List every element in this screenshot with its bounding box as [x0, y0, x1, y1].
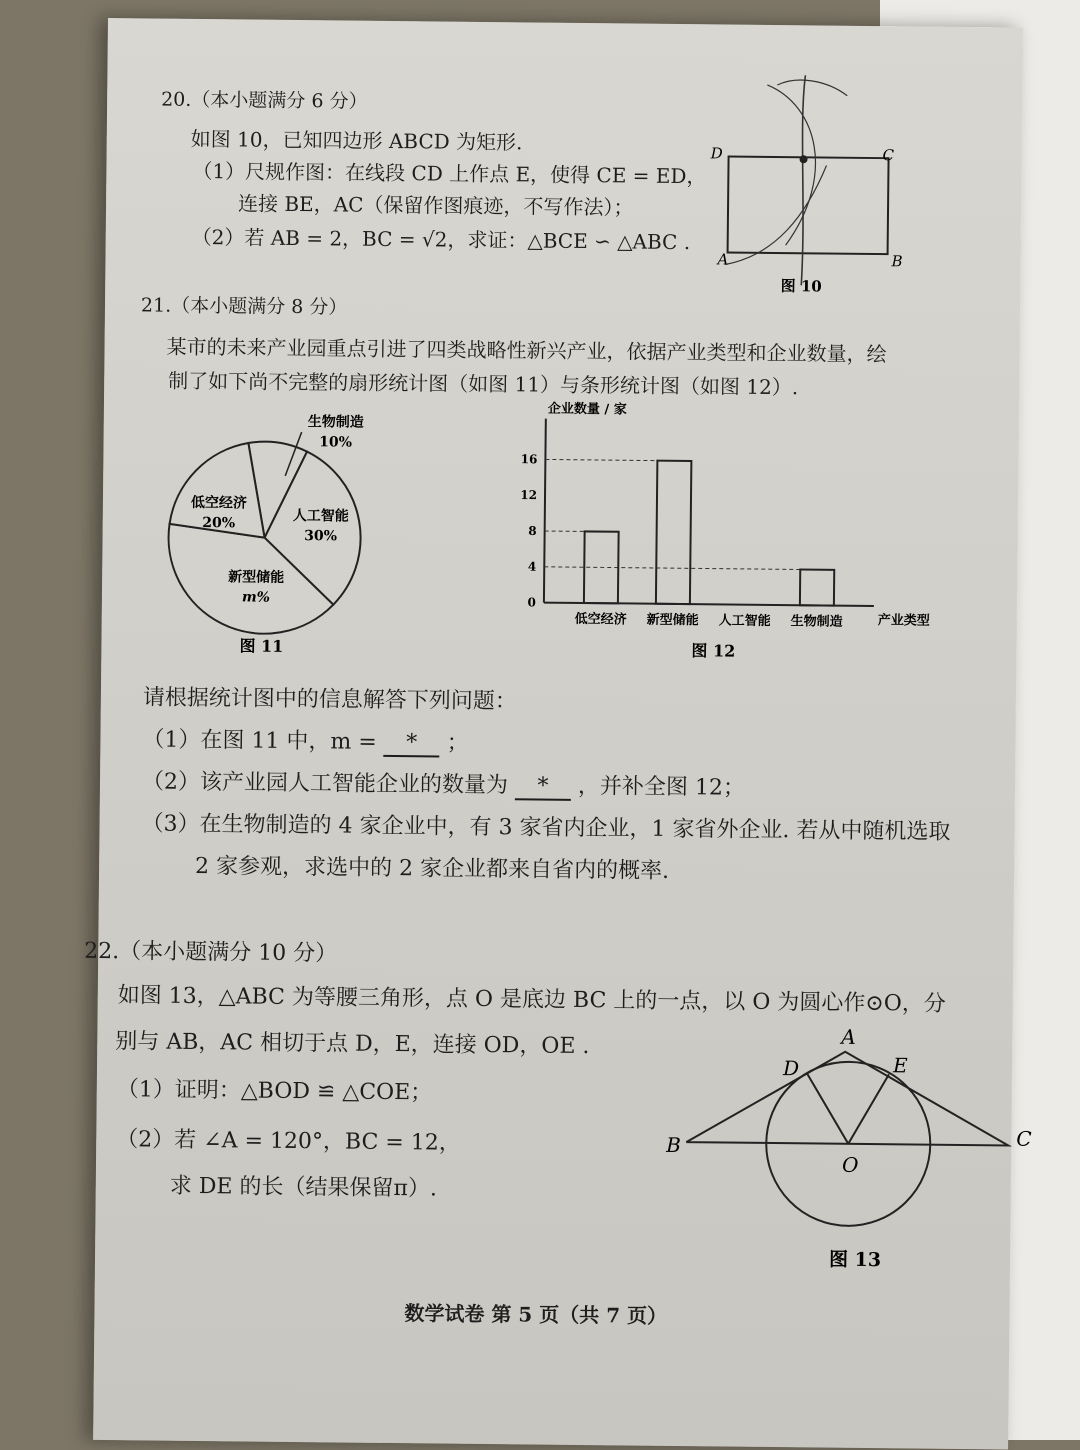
- q21-sub2-end: ，并补全图 12；: [578, 774, 745, 801]
- q20-line4: （2）若 AB = 2，BC = √2，求证：△BCE ∽ △ABC .: [192, 221, 691, 255]
- x-tick-label: 生物制造: [791, 613, 843, 630]
- y-tick-label: 16: [521, 452, 538, 466]
- q22-header: 22.（本小题满分 10 分）: [84, 934, 337, 968]
- q20-line2: （1）尺规作图：在线段 CD 上作点 E，使得 CE = ED，: [192, 155, 706, 189]
- pie-slice-name: 人工智能: [293, 507, 349, 525]
- q21-line2: 制了如下尚不完整的扇形统计图（如图 11）与条形统计图（如图 12）.: [168, 365, 798, 401]
- dashed-reference-line: [545, 459, 657, 460]
- q21-sub3-line1: （3）在生物制造的 4 家企业中，有 3 家省内企业，1 家省外企业. 若从中随机选取: [141, 806, 950, 845]
- q22-line2: 别与 AB，AC 相切于点 D，E，连接 OD，OE .: [115, 1024, 590, 1060]
- label-a: A: [839, 1025, 856, 1049]
- q21-sub1-text: （1）在图 11 中，m =: [142, 727, 377, 754]
- figure-13-caption: 图 13: [829, 1249, 881, 1272]
- pie-slice-name: 新型储能: [228, 568, 284, 586]
- y-tick-label: 12: [520, 488, 537, 502]
- q21-sub2: [142, 764, 745, 802]
- dashed-reference-line: [544, 567, 800, 570]
- label-o: O: [842, 1153, 859, 1177]
- page-footer: 数学试卷 第 5 页（共 7 页）: [404, 1297, 667, 1329]
- segment-od: [806, 1073, 849, 1143]
- label-c: C: [1016, 1127, 1032, 1151]
- label-e: E: [892, 1053, 908, 1077]
- pie-slice-label: 30%: [304, 528, 337, 544]
- y-axis: [544, 419, 546, 603]
- pie-slice-label: 20%: [202, 515, 235, 531]
- y-tick-label: 4: [528, 560, 537, 574]
- y-tick-label: 0: [527, 595, 536, 609]
- x-tick-label: 新型储能: [647, 612, 699, 629]
- construction-arc: [777, 80, 847, 96]
- exam-page: [93, 18, 1023, 1450]
- figure-12-bar-chart: [511, 392, 934, 656]
- label-b: B: [665, 1133, 681, 1157]
- q21-header: 21.（本小题满分 8 分）: [141, 290, 348, 319]
- q22-line3: （1）证明：△BOD ≌ △COE；: [117, 1072, 433, 1106]
- label-c: C: [883, 146, 895, 164]
- figure-10-caption: 图 10: [781, 277, 822, 295]
- figure-11-caption: 图 11: [239, 636, 283, 655]
- q21-sub1-end: ；: [447, 731, 469, 756]
- pie-slice-label: m%: [242, 589, 270, 605]
- construction-arc: [725, 164, 826, 265]
- q22-line5: 求 DE 的长（结果保留π）.: [170, 1169, 437, 1203]
- segment-oe: [848, 1074, 889, 1144]
- figure-12-caption: 图 12: [691, 641, 735, 660]
- q22-line4: （2）若 ∠A = 120°，BC = 12，: [116, 1122, 461, 1157]
- label-b: B: [890, 252, 902, 270]
- bar: [656, 461, 691, 605]
- triangle-abc: [686, 1050, 1009, 1145]
- pie-slice-name: 生物制造: [308, 413, 364, 431]
- answer-blank-ai-count[interactable]: *: [515, 773, 571, 801]
- figure-11-pie-chart: [161, 389, 424, 652]
- q22-line1: 如图 13，△ABC 为等腰三角形，点 O 是底边 BC 上的一点，以 O 为圆心作⊙O，分: [118, 978, 946, 1018]
- x-tick-label: 人工智能: [719, 612, 771, 629]
- q21-line1: 某市的未来产业园重点引进了四类战略性新兴产业，依据产业类型和企业数量，绘: [166, 331, 886, 368]
- q20-line1: 如图 10，已知四边形 ABCD 为矩形.: [191, 123, 523, 155]
- pie-slice-name: 低空经济: [191, 494, 247, 512]
- figure-13: [655, 1014, 1038, 1278]
- figure-10: [705, 64, 908, 326]
- bar: [800, 569, 834, 605]
- q20-line3: 连接 BE，AC（保留作图痕迹，不写作法）；: [238, 187, 634, 220]
- label-d: D: [782, 1056, 799, 1080]
- q21-prompt: 请根据统计图中的信息解答下列问题：: [143, 680, 517, 715]
- construction-arc: [766, 85, 817, 246]
- y-tick-label: 8: [528, 524, 537, 538]
- label-d: D: [710, 144, 723, 162]
- q21-sub3-line2: 2 家参观，求选中的 2 家企业都来自省内的概率.: [195, 849, 669, 885]
- q21-sub1: [142, 722, 469, 757]
- x-axis-label: 产业类型: [878, 612, 930, 629]
- q20-header: 20.（本小题满分 6 分）: [161, 85, 368, 114]
- pie-slice-label: 10%: [319, 434, 352, 450]
- q21-sub2-text: （2）该产业园人工智能企业的数量为: [142, 769, 508, 798]
- answer-blank-m[interactable]: *: [384, 730, 440, 758]
- x-tick-label: 低空经济: [575, 611, 627, 628]
- label-a: A: [715, 250, 728, 268]
- y-axis-label: 企业数量 / 家: [548, 401, 627, 418]
